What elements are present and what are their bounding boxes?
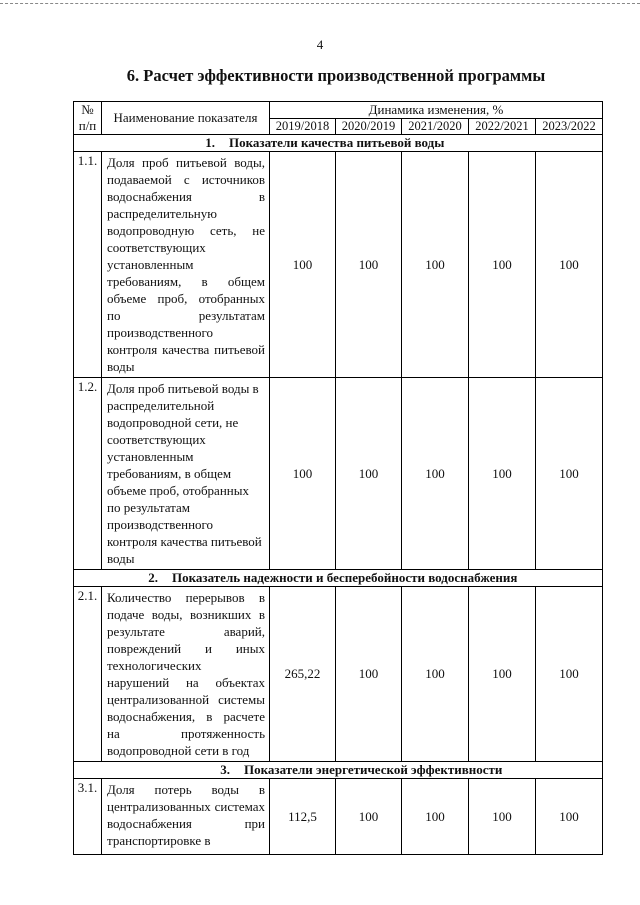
value-cell: 100 [270, 152, 336, 378]
header-year: 2023/2022 [536, 119, 603, 135]
value-cell: 100 [270, 378, 336, 570]
section-number: 2. [148, 570, 158, 585]
document-title: 6. Расчет эффективности производственной программы [126, 66, 546, 85]
value-cell: 100 [536, 152, 603, 378]
value-cell: 100 [336, 152, 402, 378]
section-row [74, 135, 603, 152]
value-cell: 100 [536, 779, 603, 855]
value-cell: 100 [402, 378, 469, 570]
value-cell: 100 [336, 779, 402, 855]
efficiency-table [73, 101, 603, 855]
row-number: 1.2. [74, 378, 102, 570]
indicator-name: Доля проб питьевой воды в распределительной водопроводной сети, не соответствующих установленным требованиям, в общем объеме проб, отобранных по результатам производственного контроля качества питьевой воды [102, 378, 270, 570]
indicator-name: Доля потерь воды в централизованных системах водоснабжения при транспортировке в [102, 779, 270, 855]
header-year: 2022/2021 [469, 119, 536, 135]
value-cell: 112,5 [270, 779, 336, 855]
indicator-name: Доля проб питьевой воды, подаваемой с источников водоснабжения в распределительную водопроводную сеть, не соответствующих установленным требованиям, в общем объеме проб, отобранных по результатам производственного контроля качества питьевой воды [102, 152, 270, 378]
table-row [74, 587, 603, 762]
table-row [74, 779, 603, 855]
row-number: 1.1. [74, 152, 102, 378]
header-num-col: № п/п [74, 102, 102, 135]
section-number: 1. [205, 135, 215, 150]
section-title: Показатель надежности и бесперебойности водоснабжения [172, 570, 518, 585]
table-row [74, 378, 603, 570]
indicator-name: Количество перерывов в подаче воды, возникших в результате аварий, повреждений и иных технологических нарушений на объектах централизованной системы водоснабжения, в расчете на протяженность водопроводной сети в год [102, 587, 270, 762]
value-cell: 100 [469, 779, 536, 855]
header-year: 2019/2018 [270, 119, 336, 135]
row-number: 2.1. [74, 587, 102, 762]
header-year: 2020/2019 [336, 119, 402, 135]
value-cell: 100 [469, 378, 536, 570]
value-cell: 100 [469, 587, 536, 762]
value-cell: 100 [469, 152, 536, 378]
page-number: 4 [316, 37, 324, 52]
value-cell: 100 [402, 779, 469, 855]
section-row [74, 762, 603, 779]
section-row [74, 570, 603, 587]
value-cell: 100 [536, 587, 603, 762]
scan-top-edge [0, 3, 640, 5]
header-year: 2021/2020 [402, 119, 469, 135]
table-row [74, 152, 603, 378]
section-title: Показатели качества питьевой воды [229, 135, 445, 150]
value-cell: 100 [336, 378, 402, 570]
header-name-col: Наименование показателя [102, 102, 270, 135]
row-number: 3.1. [74, 779, 102, 855]
value-cell: 100 [402, 587, 469, 762]
header-dynamics: Динамика изменения, % [270, 102, 603, 119]
value-cell: 100 [536, 378, 603, 570]
value-cell: 100 [336, 587, 402, 762]
value-cell: 265,22 [270, 587, 336, 762]
value-cell: 100 [402, 152, 469, 378]
section-number: 3. [220, 762, 230, 777]
section-title: Показатели энергетической эффективности [244, 762, 503, 777]
